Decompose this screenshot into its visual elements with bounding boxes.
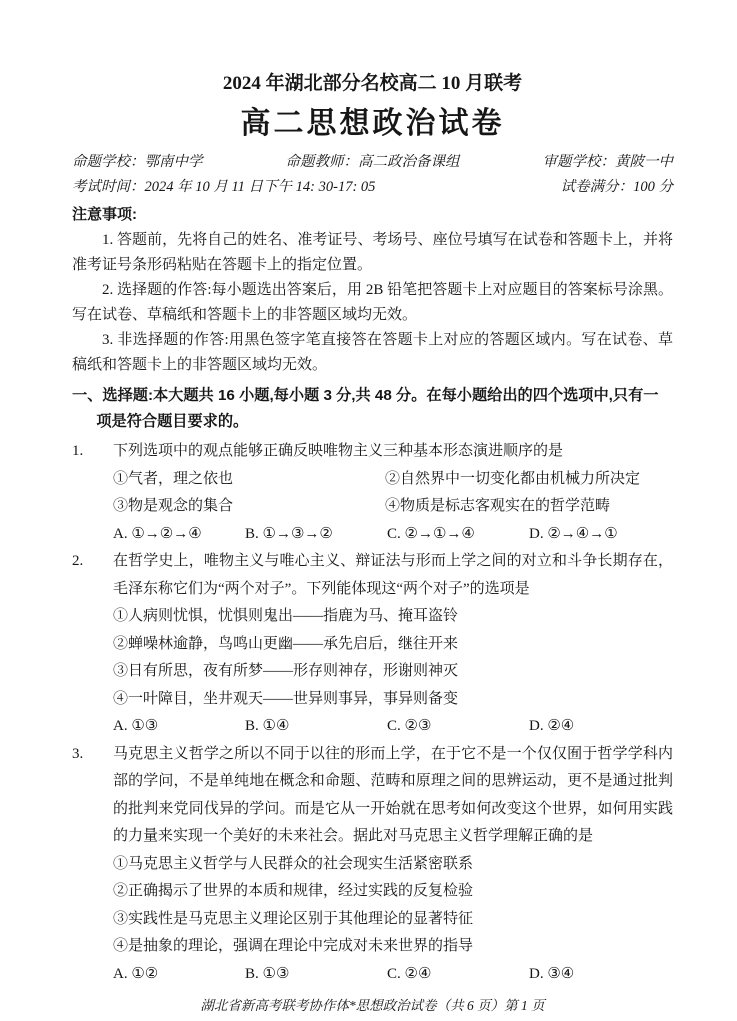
question-1-statements — [113, 466, 673, 521]
question-1 — [72, 438, 673, 548]
exam-title: 2024 年湖北部分名校高二 10 月联考 — [222, 73, 523, 94]
meta-setter-school: 命题学校：鄂南中学 — [72, 154, 203, 170]
paper-title: 高二思想政治试卷 — [240, 107, 505, 140]
notice-section — [72, 202, 673, 378]
option-b: B. ①③ — [245, 965, 290, 982]
statement-4: ④物质是标志客观实在的哲学范畴 — [385, 498, 611, 514]
option-b: B. ①④ — [245, 718, 290, 734]
notice-item-3: 3. 非选择题的作答:用黑色签字笔直接答在答题卡上对应的答题区域内。写在试卷、草稿纸和答题卡上的非答题区域均无效。 — [72, 332, 673, 373]
section-heading-choice: 一、选择题:本大题共 16 小题,每小题 3 分,共 48 分。在每小题给出的四个选项中,只有一项是符合题目要求的。 — [72, 387, 659, 430]
question-3 — [72, 741, 673, 989]
option-c: C. ②→①→④ — [387, 525, 475, 542]
option-c: C. ②③ — [387, 718, 432, 734]
question-2 — [72, 548, 673, 741]
notice-item-1: 1. 答题前，先将自己的姓名、准考证号、考场号、座位号填写在试卷和答题卡上，并将准考证号条形码粘贴在答题卡上的指定位置。 — [72, 232, 673, 273]
meta-full-score: 试卷满分：100 分 — [560, 179, 673, 195]
statement-2: ②自然界中一切变化都由机械力所决定 — [385, 470, 641, 487]
statement-2: ②蝉噪林逾静，鸟鸣山更幽——承先启后，继往开来 — [113, 635, 459, 652]
question-1-body — [113, 438, 673, 548]
statement-1: ①马克思主义哲学与人民群众的社会现实生活紧密联系 — [113, 855, 474, 872]
statement-1: ①人病则忧惧，忧惧则鬼出——指鹿为马、掩耳盗铃 — [113, 608, 459, 624]
meta-setter-teacher: 命题教师：高二政治备课组 — [285, 154, 460, 170]
option-a: A. ①② — [113, 965, 159, 982]
option-a: A. ①③ — [113, 718, 159, 734]
option-c: C. ②④ — [387, 965, 432, 982]
statement-4: ④是抽象的理论，强调在理论中完成对未来世界的指导 — [113, 938, 474, 954]
question-3-body — [113, 741, 673, 989]
option-d: D. ②→④→① — [529, 525, 618, 542]
meta-row-2 — [72, 175, 673, 200]
option-a: A. ①→②→④ — [113, 525, 202, 542]
statement-2: ②正确揭示了世界的本质和规律，经过实践的反复检验 — [113, 883, 474, 899]
statement-1: ①气者，理之依也 — [113, 470, 234, 487]
option-d: D. ③④ — [529, 965, 575, 982]
statement-3: ③实践性是马克思主义理论区别于其他理论的显著特征 — [113, 910, 474, 927]
question-2-options — [113, 713, 673, 741]
question-2-stem: 在哲学史上，唯物主义与唯心主义、辩证法与形而上学之间的对立和斗争长期存在，毛泽东称它们为“两个对子”。下列能体现这“两个对子”的选项是 — [113, 553, 673, 597]
question-3-options — [113, 961, 673, 989]
notice-heading: 注意事项: — [72, 206, 137, 223]
option-d: D. ②④ — [529, 718, 575, 734]
page-footer: 湖北省新高考联考协作体*思想政治试卷（共 6 页）第 1 页 — [200, 998, 545, 1013]
meta-reviewer-school: 审题学校：黄陂一中 — [542, 154, 673, 170]
statement-3: ③日有所思，夜有所梦——形存则神存，形谢则神灭 — [113, 663, 459, 679]
question-1-options — [113, 521, 673, 549]
question-3-number: 3. — [72, 745, 84, 762]
meta-row-1 — [72, 150, 673, 175]
notice-item-2: 2. 选择题的作答:每小题选出答案后，用 2B 铅笔把答题卡上对应题目的答案标号涂黑。写在试卷、草稿纸和答题卡上的非答题区域均无效。 — [72, 282, 673, 323]
meta-exam-time: 考试时间：2024 年 10 月 11 日下午 14: 30-17: 05 — [72, 179, 376, 195]
question-1-number: 1. — [72, 443, 84, 459]
statement-3: ③物是观念的集合 — [113, 498, 234, 514]
option-b: B. ①→③→② — [245, 525, 333, 542]
question-1-stem: 下列选项中的观点能够正确反映唯物主义三种基本形态演进顺序的是 — [113, 443, 564, 459]
question-3-stem: 马克思主义哲学之所以不同于以往的形而上学，在于它不是一个仅仅囿于哲学学科内部的学问，不是单纯地在概念和命题、范畴和原理之间的思辨运动，更不是通过批判的批判来党同伐异的学问。而是它从一开始就在思考如何改变这个世界，如何用实践的力量来实现一个美好的未来社会。据此对马克思主义哲学理解正确的是 — [113, 745, 673, 844]
question-2-body — [113, 548, 673, 741]
question-2-number: 2. — [72, 553, 84, 569]
statement-4: ④一叶障目，坐井观天——世异则事异，事异则备变 — [113, 690, 459, 707]
